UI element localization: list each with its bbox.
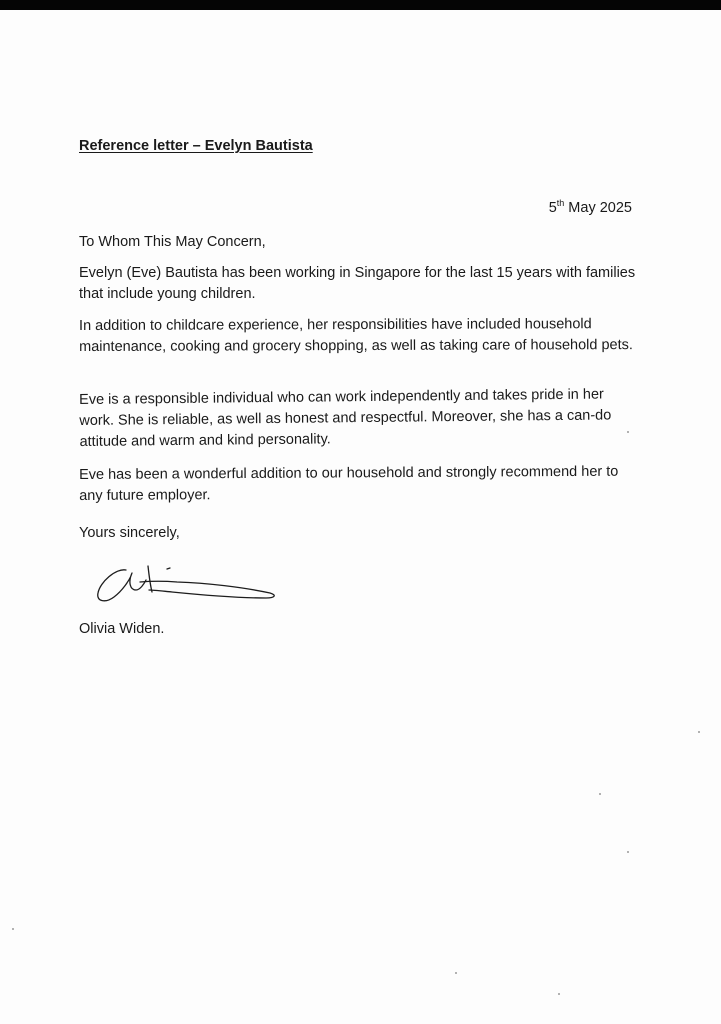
handwritten-signature: [92, 560, 277, 610]
scan-speck: [455, 972, 457, 974]
scan-speck: [12, 928, 14, 930]
paragraph-responsibilities: In addition to childcare experience, her responsibilities have included household maintenance, cooking and grocery shopping, as well as taking care of household pets.: [79, 316, 633, 355]
signer-name: Olivia Widen.: [79, 621, 165, 637]
salutation: To Whom This May Concern,: [79, 234, 266, 250]
closing: Yours sincerely,: [79, 525, 180, 541]
date-day: 5: [548, 200, 557, 216]
scan-speck: [627, 851, 629, 853]
paragraph-character: Eve is a responsible individual who can work independently and takes pride in her work. She is reliable, as well as honest and respectful. Moreover, she has a can-do attitude and warm and kind personality.: [79, 386, 612, 450]
letter-date: [549, 200, 632, 216]
scan-speck: [627, 431, 629, 433]
scan-speck: [558, 993, 560, 995]
scan-speck: [599, 793, 601, 795]
paragraph-recommendation: Eve has been a wonderful addition to our household and strongly recommend her to any future employer.: [79, 463, 619, 504]
date-ordinal-suffix: th: [556, 198, 565, 208]
letter-title: Reference letter – Evelyn Bautista: [79, 138, 313, 154]
scan-top-edge: [0, 0, 721, 10]
scan-speck: [698, 731, 700, 733]
date-month-year: May 2025: [564, 200, 632, 216]
paragraph-experience: Evelyn (Eve) Bautista has been working in Singapore for the last 15 years with families that include young children.: [79, 265, 636, 302]
letter-page: [0, 10, 721, 1024]
